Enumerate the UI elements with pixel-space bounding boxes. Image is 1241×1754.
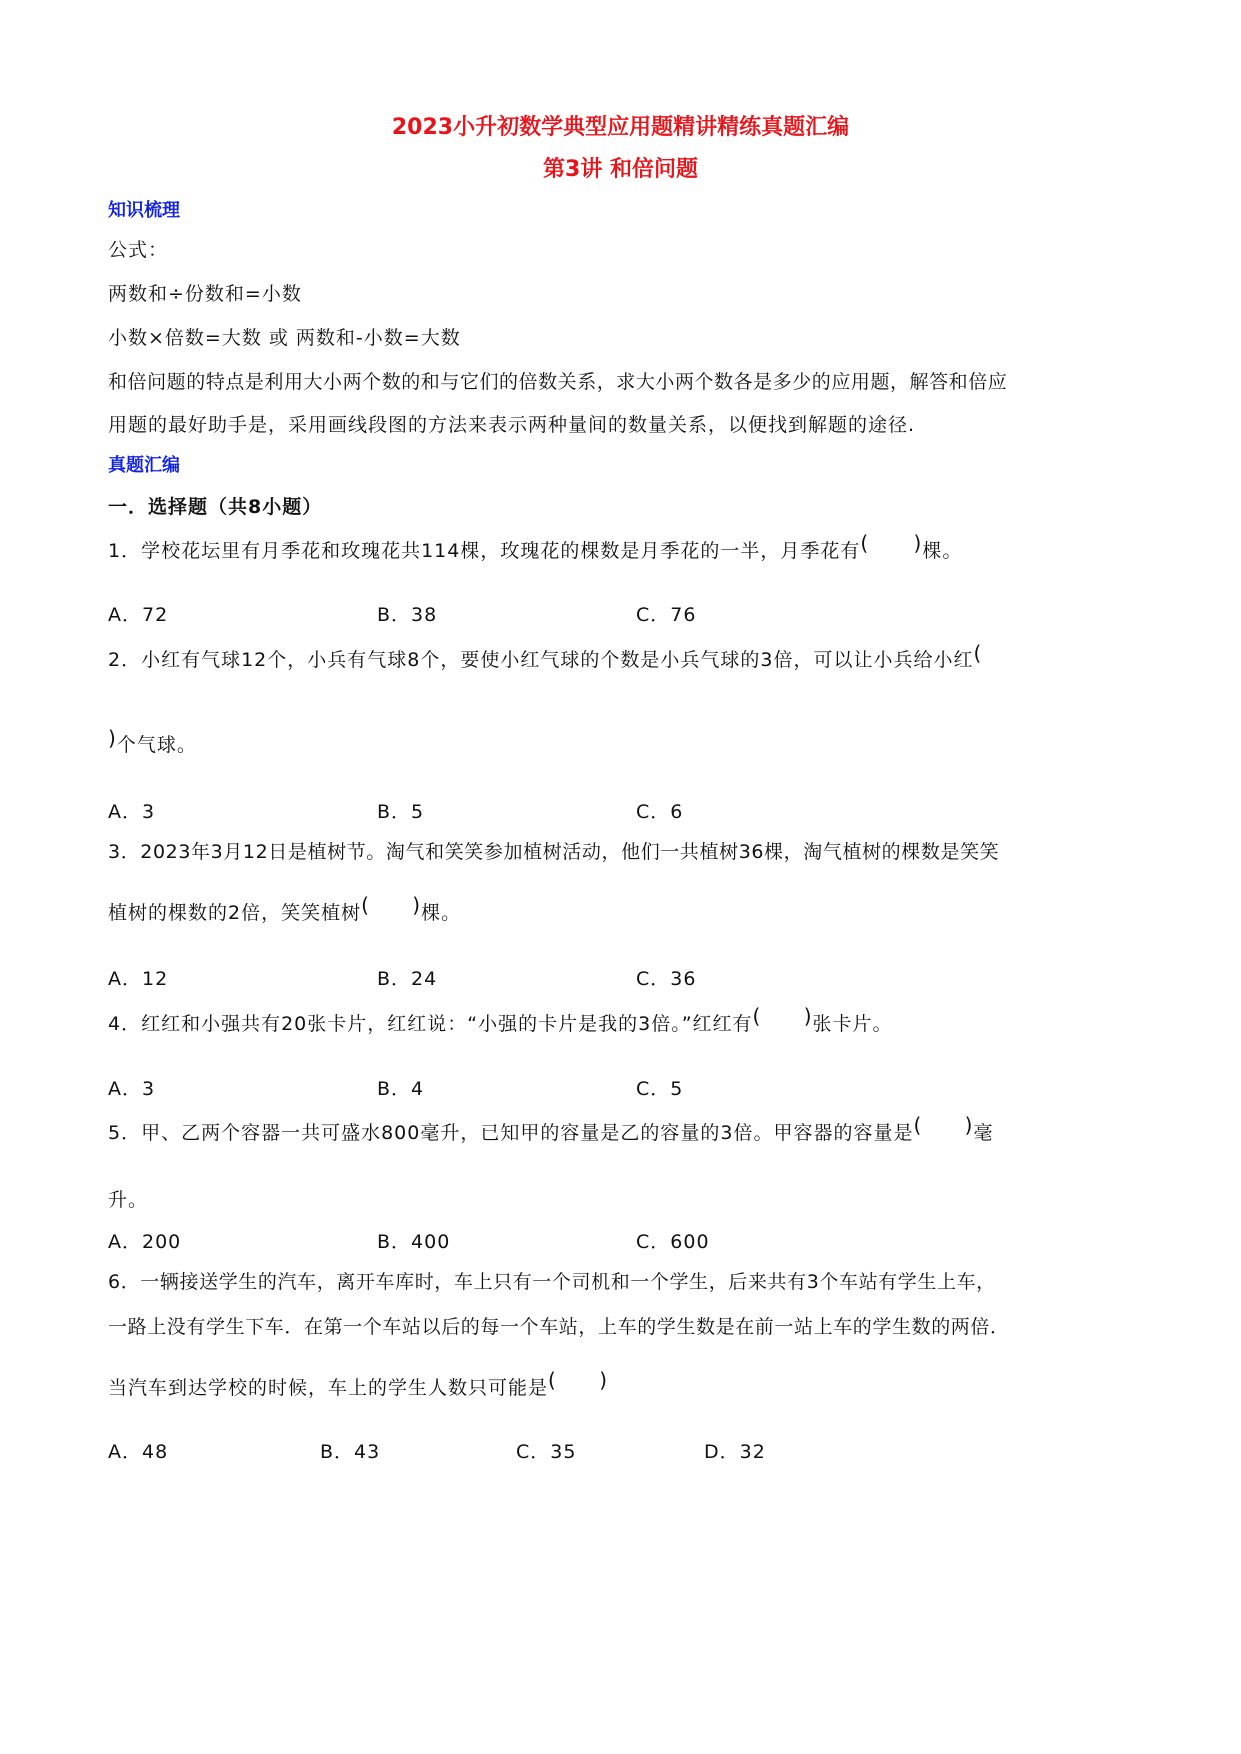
- question-6-line-3: 当汽车到达学校的时候，车上的学生人数只可能是: [108, 1377, 549, 1399]
- option-c: C．600: [636, 1231, 710, 1253]
- document-title: 2023小升初数学典型应用题精讲精练真题汇编: [391, 115, 850, 140]
- question-6-line-1: 6．一辆接送学生的汽车，离开车库时，车上只有一个司机和一个学生，后来共有3个车站有学生上车，: [108, 1271, 996, 1293]
- formula-1: 两数和÷份数和=小数: [108, 283, 302, 305]
- option-c: C．76: [636, 604, 697, 626]
- option-b: B．43: [320, 1441, 381, 1463]
- formula-label: 公式：: [108, 239, 169, 261]
- option-b: B．400: [377, 1231, 451, 1253]
- option-c: C．6: [636, 801, 684, 823]
- question-3-line-2: 植树的棵数的2倍，笑笑植树: [108, 902, 362, 924]
- question-6-line-3-wrap: [108, 1368, 609, 1400]
- formula-2: 小数×倍数=大数 或 两数和-小数=大数: [108, 327, 461, 349]
- question-6-line-2: 一路上没有学生下车．在第一个车站以后的每一个车站，上车的学生数是在前一站上车的学生数的两倍．: [108, 1316, 1010, 1338]
- option-a: A．3: [108, 801, 156, 823]
- section-choice-heading: 一．选择题（共8小题）: [108, 496, 323, 518]
- option-b: B．38: [377, 604, 438, 626]
- question-4-line-1: 4．红红和小强共有20张卡片，红红说：“小强的卡片是我的3倍。”红红有: [108, 1013, 753, 1035]
- answer-blank: ( ): [860, 531, 923, 555]
- question-5-tail: 毫: [973, 1122, 994, 1144]
- question-1-line-1: 1．学校花坛里有月季花和玫瑰花共114棵，玫瑰花的棵数是月季花的一半，月季花有: [108, 540, 861, 562]
- question-3-line-2-wrap: [108, 893, 462, 925]
- question-3-line-1: 3．2023年3月12日是植树节。淘气和笑笑参加植树活动，他们一共植树36棵，淘气植树的棵数是笑笑: [108, 841, 1000, 863]
- option-c: C．36: [636, 968, 697, 990]
- question-2-line-2: 个气球。: [116, 734, 197, 756]
- question-5-text: [108, 1113, 994, 1145]
- answer-blank: ( ): [752, 1004, 813, 1028]
- question-1-text: [108, 531, 963, 563]
- option-b: B．4: [377, 1078, 425, 1100]
- option-a: A．72: [108, 604, 169, 626]
- question-1-tail: 棵。: [922, 540, 963, 562]
- option-c: C．5: [636, 1078, 684, 1100]
- question-3-tail: 棵。: [421, 902, 462, 924]
- question-2-line-1: 2．小红有气球12个，小兵有气球8个，要使小红气球的个数是小兵气球的3倍，可以让小兵给小红: [108, 649, 974, 671]
- paren-right: ): [108, 726, 117, 750]
- section-knowledge-heading: 知识梳理: [108, 200, 180, 221]
- answer-blank: ( ): [548, 1368, 609, 1392]
- option-a: A．200: [108, 1231, 182, 1253]
- answer-blank: ( ): [913, 1113, 974, 1137]
- question-4-text: [108, 1004, 893, 1036]
- question-4-tail: 张卡片。: [812, 1013, 893, 1035]
- question-2-line-2-wrap: [108, 726, 197, 757]
- option-d: D．32: [704, 1441, 766, 1463]
- paren-left: (: [973, 641, 983, 665]
- option-b: B．5: [377, 801, 425, 823]
- option-a: A．3: [108, 1078, 156, 1100]
- intro-line-1: 和倍问题的特点是利用大小两个数的和与它们的倍数关系，求大小两个数各是多少的应用题，解答和倍应: [108, 371, 1008, 393]
- option-a: A．48: [108, 1441, 169, 1463]
- question-2-text: [108, 641, 983, 672]
- option-b: B．24: [377, 968, 438, 990]
- document-subtitle: 第3讲 和倍问题: [543, 157, 698, 182]
- option-a: A．12: [108, 968, 169, 990]
- question-5-line-1: 5．甲、乙两个容器一共可盛水800毫升，已知甲的容量是乙的容量的3倍。甲容器的容量是: [108, 1122, 914, 1144]
- answer-blank: ( ): [361, 893, 422, 917]
- question-5-line-2: 升。: [108, 1189, 149, 1211]
- option-c: C．35: [516, 1441, 577, 1463]
- intro-line-2: 用题的最好助手是，采用画线段图的方法来表示两种量间的数量关系，以便找到解题的途径.: [108, 414, 916, 436]
- section-exam-heading: 真题汇编: [108, 455, 180, 476]
